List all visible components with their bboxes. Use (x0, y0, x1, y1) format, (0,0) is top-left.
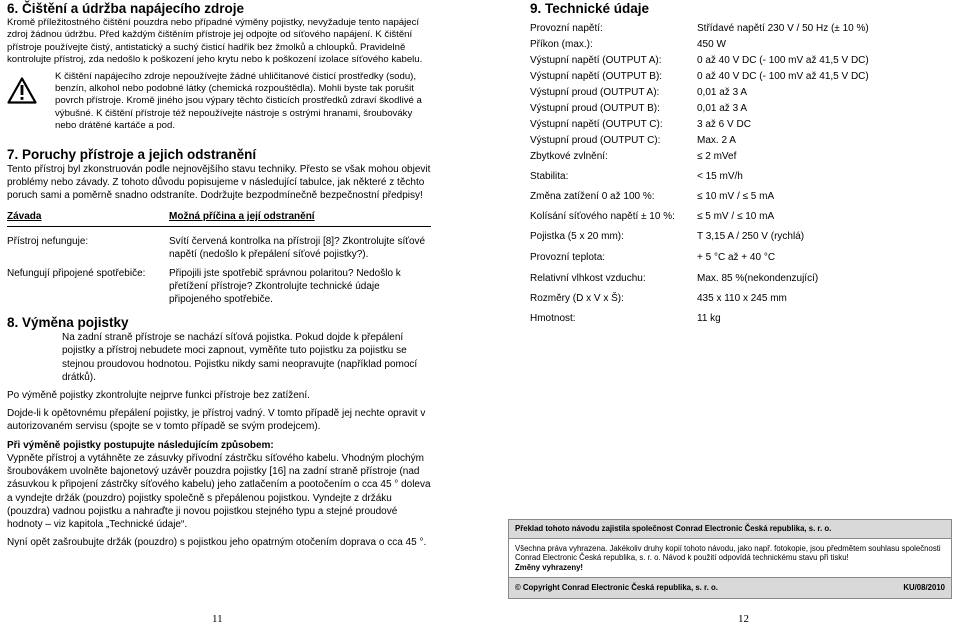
fault-table (7, 210, 431, 312)
spec-row (530, 292, 950, 305)
spec-row (530, 251, 950, 264)
spec-row (530, 38, 950, 51)
warning-triangle-icon (7, 71, 55, 133)
section-7-title: 7. Poruchy přístroje a jejich odstranění (7, 146, 257, 162)
table-header-row (7, 210, 431, 227)
spec-value: 0 až 40 V DC (- 100 mV až 41,5 V DC) (697, 55, 869, 66)
column-header-cause: Možná příčina a její odstranění (169, 211, 315, 223)
translation-notice-heading: Překlad tohoto návodu zajistila společnost Conrad Electronic Česká republika, s. r. o. (509, 520, 951, 539)
fix-cell: Svítí červená kontrolka na přístroji [8]? Zkontrolujte síťové napětí (nedošlo k přepálení síťové pojistky?). (169, 236, 426, 261)
spec-value: + 5 °C až + 40 °C (697, 252, 776, 263)
document-code: KU/08/2010 (903, 583, 945, 593)
spec-row (530, 150, 950, 163)
table-row (7, 267, 431, 312)
fuse-procedure-heading: Při výměně pojistky postupujte následujícím způsobem: (7, 439, 274, 451)
spec-value: Max. 85 %(nekondenzující) (697, 273, 819, 284)
warning-text: K čištění napájecího zdroje nepoužívejte žádné uhličitanové čisticí prostředky (sodu), benzín, alkohol nebo podobné látky (chemická rozpouštědla). Mohli byste tak porušit povrch přístroje. Kromě jiného jsou výpary těchto čisticích prostředků zdraví škodlivé a výbušné. K čištění přístroje též nepoužívejte nástroje s ostrými hranami, šroubováky nebo drátěné kartáče a pod. (55, 70, 422, 132)
table-row (7, 227, 431, 268)
left-page (7, 0, 431, 549)
section-6-title: 6. Čištění a údržba napájecího zdroje (7, 1, 245, 16)
spec-label: Výstupní proud (OUTPUT A): (530, 87, 660, 98)
spec-value: ≤ 2 mVef (697, 151, 737, 162)
spec-label: Zbytkové zvlnění: (530, 151, 608, 162)
spec-value: Max. 2 A (697, 135, 736, 146)
section-9-title: 9. Technické údaje (530, 1, 650, 16)
spec-label: Příkon (max.): (530, 39, 593, 50)
fault-cell: Přístroj nefunguje: (7, 236, 89, 248)
copyright-text: © Copyright Conrad Electronic Česká republika, s. r. o. (515, 583, 718, 593)
copyright-bar (509, 578, 951, 598)
spec-label: Výstupní napětí (OUTPUT C): (530, 119, 663, 130)
spec-value: 11 kg (697, 313, 721, 324)
fix-cell: Připojili jste spotřebič správnou polaritou? Nedošlo k přetížení přístroje? Zkontrolujte technické údaje připojeného spotřebiče. (169, 268, 401, 306)
fault-cell: Nefungují připojené spotřebiče: (7, 268, 146, 280)
spec-label: Výstupní proud (OUTPUT C): (530, 135, 661, 146)
spec-label: Provozní napětí: (530, 23, 603, 34)
spec-label: Provozní teplota: (530, 252, 606, 263)
spec-value: 0 až 40 V DC (- 100 mV až 41,5 V DC) (697, 71, 869, 82)
spec-row (530, 272, 950, 285)
spec-value: T 3,15 A / 250 V (rychlá) (697, 231, 805, 242)
spec-label: Výstupní napětí (OUTPUT B): (530, 71, 663, 82)
fuse-check-paragraph: Po výměně pojistky zkontrolujte nejprve funkci přístroje bez zatížení. (7, 390, 310, 402)
fuse-location-paragraph: Na zadní straně přístroje se nachází síťová pojistka. Pokud dojde k přepálení pojistky a přístroj nebudete moci zapnout, vyměňte tuto pojistku za pojistku se stejnou proudovou hodnotou. Pojistku nikdy sami neopravujte (například pomocí drátků). (62, 332, 418, 383)
spec-value: ≤ 10 mV / ≤ 5 mA (697, 191, 775, 202)
spec-label: Rozměry (D x V x Š): (530, 293, 624, 304)
spec-label: Kolísání síťového napětí ± 10 %: (530, 211, 675, 222)
spec-row (530, 134, 950, 147)
spec-label: Stabilita: (530, 171, 569, 182)
spec-value: 0,01 až 3 A (697, 87, 748, 98)
spec-label: Hmotnost: (530, 313, 576, 324)
spec-value: ≤ 5 mV / ≤ 10 mA (697, 211, 775, 222)
spec-value: 0,01 až 3 A (697, 103, 748, 114)
spec-row (530, 54, 950, 67)
spec-row (530, 70, 950, 83)
spec-row (530, 86, 950, 99)
spec-label: Výstupní napětí (OUTPUT A): (530, 55, 662, 66)
spec-row (530, 118, 950, 131)
fuse-procedure-paragraph: Vypněte přístroj a vytáhněte ze zásuvky přívodní zástrčku síťového kabelu. Vhodným plochým šroubovákem uvolněte bajonetový uzávěr pouzdra pojistky [16] na zadní straně přístroje (nad zásuvkou k připojení zástrčky síťového kabelu) jeho zatlačením a pootočením o cca 45 ° doleva a vyndejte držák (pouzdro) pojistky společně s přepálenou pojistkou. Vyndejte z držáku (pouzdra) vadnou pojistku a nahraďte ji novou pojistkou stejného typu a stejné proudové hodnoty – viz kapitola „Technické údaje“. (7, 452, 431, 530)
spec-label: Změna zatížení 0 až 100 %: (530, 191, 655, 202)
fuse-defect-paragraph: Dojde-li k opětovnému přepálení pojistky, je přístroj vadný. V tomto případě jej nechte opravit v autorizovaném servisu (spojte se v tomto případě se svým prodejcem). (7, 408, 426, 433)
spec-row (530, 312, 950, 325)
spec-row (530, 230, 950, 243)
rights-text: Všechna práva vyhrazena. Jakékoliv druhy kopií tohoto návodu, jako např. fotokopie, jsou předmětem souhlasu společnosti Conrad Electronic Česká republika, s. r. o. Návod k použití odpovídá technickému stavu při tisku! (515, 543, 941, 563)
spec-list (530, 22, 950, 325)
spec-value: < 15 mV/h (697, 171, 743, 182)
spec-row (530, 210, 950, 223)
page-number-left: 11 (212, 613, 223, 625)
changes-reserved: Změny vyhrazeny! (515, 562, 584, 572)
cleaning-warning (7, 71, 431, 133)
spec-row (530, 170, 950, 183)
spec-label: Výstupní proud (OUTPUT B): (530, 103, 660, 114)
spec-row (530, 190, 950, 203)
spec-row (530, 102, 950, 115)
section-7-paragraph: Tento přístroj byl zkonstruován podle nejnovějšího stavu techniky. Přesto se však mohou objevit problémy nebo závady. Z tohoto důvodu popisujeme v následující tabulce, jak některé z těchto poruch sami a poměrně snadno odstraníte. Dodržujte bezpodmínečně bezpečnostní předpisy! (7, 163, 431, 202)
page-number-right: 12 (738, 613, 749, 625)
rights-notice (509, 539, 951, 579)
spec-value: 435 x 110 x 245 mm (697, 293, 787, 304)
fuse-reinsert-paragraph: Nyní opět zašroubujte držák (pouzdro) s pojistkou jeho opatrným otočením doprava o cca 45 °. (7, 537, 427, 549)
translation-notice-box (508, 519, 952, 599)
spec-row (530, 22, 950, 35)
right-page (530, 0, 950, 325)
spec-value: 3 až 6 V DC (697, 119, 751, 130)
spec-label: Pojistka (5 x 20 mm): (530, 231, 624, 242)
section-8-title: 8. Výměna pojistky (7, 315, 129, 331)
spec-label: Relativní vlhkost vzduchu: (530, 273, 646, 284)
spec-value: Střídavé napětí 230 V / 50 Hz (± 10 %) (697, 23, 869, 34)
spec-value: 450 W (697, 39, 726, 50)
section-6-paragraph: Kromě příležitostného čištění pouzdra nebo případné výměny pojistky, nevyžaduje tento napájecí zdroj žádnou údržbu. Před každým čištěním přístroje jej odpojte od síťového napájení. K čištění přístroje používejte čistý, antistatický a suchý čisticí hadřík bez žmolků a chloupků. Pravidelně kontrolujte přístroj, zda nedošlo k poškození jeho krytu nebo k poškození izolace síťového kabelu. (7, 17, 423, 66)
column-header-fault: Závada (7, 211, 42, 223)
